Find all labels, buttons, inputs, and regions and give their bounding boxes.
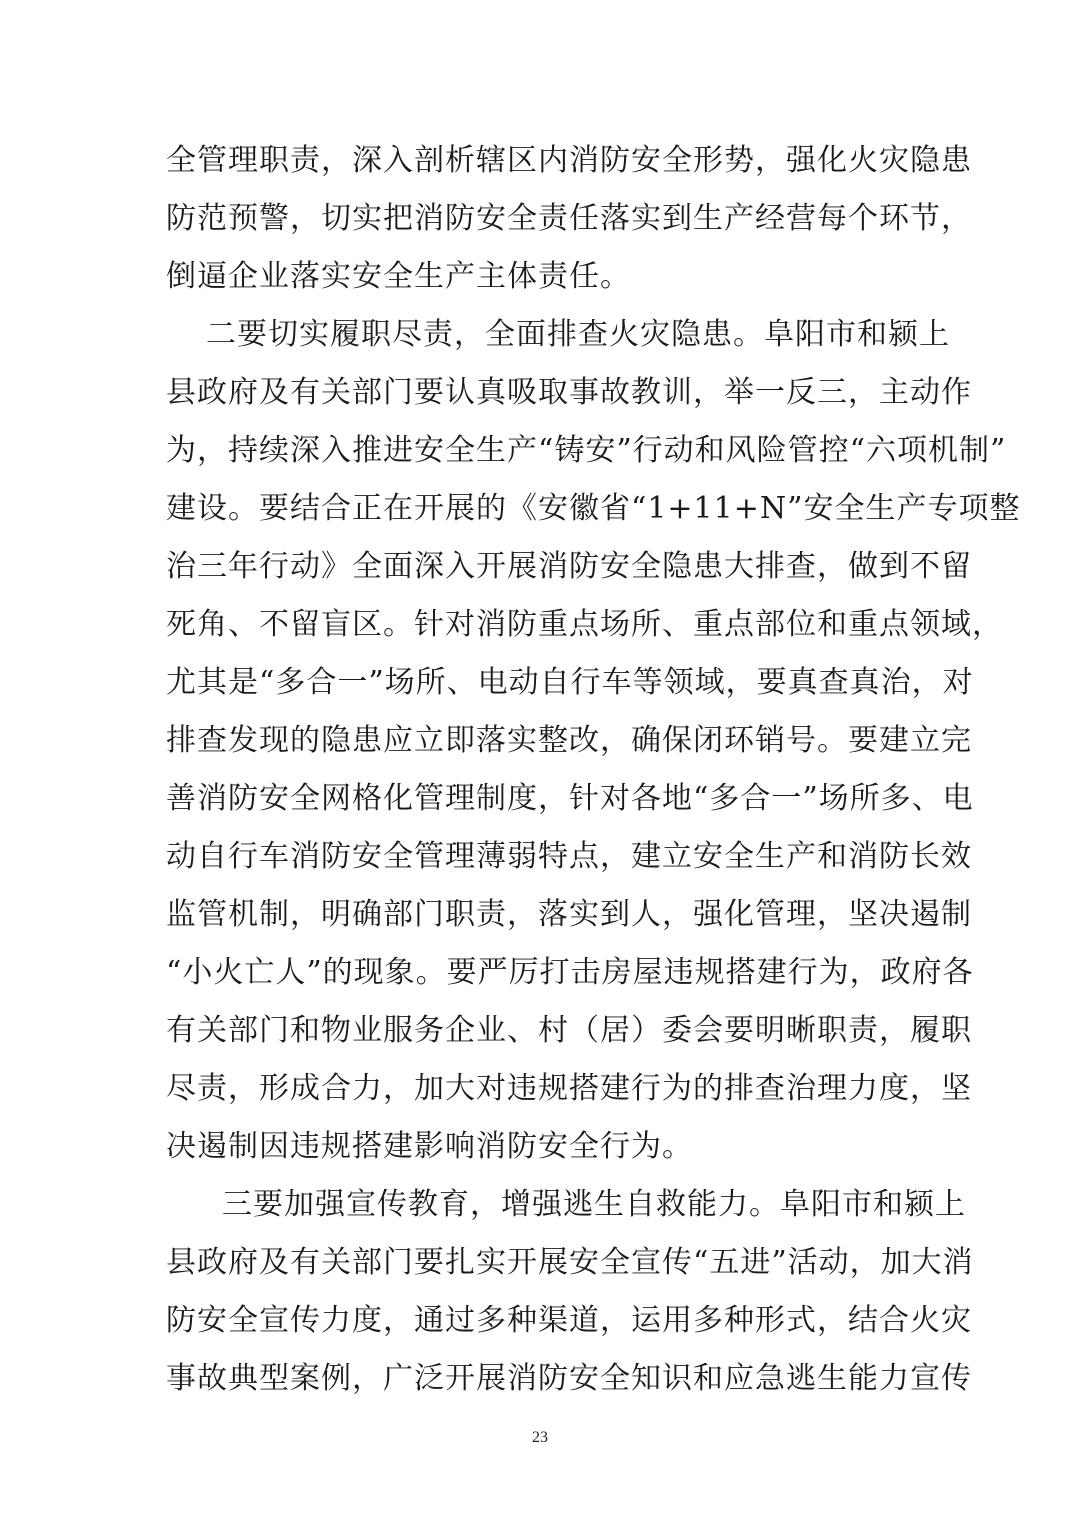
paragraph-heading-line: 二要切实履职尽责，全面排查火灾隐患。阜阳市和颍上 <box>206 317 950 352</box>
text-line: 防范预警，切实把消防安全责任落实到生产经营每个环节， <box>166 201 972 236</box>
text-line: 排查发现的隐患应立即落实整改，确保闭环销号。要建立完 <box>166 723 972 758</box>
text-line: 善消防安全网格化管理制度，针对各地“多合一”场所多、电 <box>166 781 974 816</box>
text-line: 有关部门和物业服务企业、村（居）委会要明晰职责，履职 <box>166 1013 972 1048</box>
text-line: 动自行车消防安全管理薄弱特点，建立安全生产和消防长效 <box>166 839 972 874</box>
text-line: 建设。要结合正在开展的《安徽省“1+11+N”安全生产专项整 <box>166 491 1021 526</box>
text-line: 尤其是“多合一”场所、电动自行车等领域，要真查真治，对 <box>166 665 974 700</box>
text-line: 倒逼企业落实安全生产主体责任。 <box>166 259 631 294</box>
text-line: 防安全宣传力度，通过多种渠道，运用多种形式，结合火灾 <box>166 1303 972 1338</box>
text-line: 治三年行动》全面深入开展消防安全隐患大排查，做到不留 <box>166 549 972 584</box>
text-line: 全管理职责，深入剖析辖区内消防安全形势，强化火灾隐患 <box>166 143 972 178</box>
text-line: 为，持续深入推进安全生产“铸安”行动和风险管控“六项机制” <box>166 433 1007 468</box>
paragraph-heading-line: 三要加强宣传教育，增强逃生自救能力。阜阳市和颍上 <box>222 1187 966 1222</box>
text-line: “小火亡人”的现象。要严厉打击房屋违规搭建行为，政府各 <box>166 955 974 990</box>
text-line: 县政府及有关部门要认真吸取事故教训，举一反三，主动作 <box>166 375 972 410</box>
text-line: 死角、不留盲区。针对消防重点场所、重点部位和重点领域， <box>166 607 1003 642</box>
text-line: 事故典型案例，广泛开展消防安全知识和应急逃生能力宣传 <box>166 1361 972 1396</box>
text-line: 决遏制因违规搭建影响消防安全行为。 <box>166 1129 693 1164</box>
text-line: 监管机制，明确部门职责，落实到人，强化管理，坚决遏制 <box>166 897 972 932</box>
text-line: 县政府及有关部门要扎实开展安全宣传“五进”活动，加大消 <box>166 1245 974 1280</box>
page-number: 23 <box>532 1429 548 1446</box>
text-line: 尽责，形成合力，加大对违规搭建行为的排查治理力度，坚 <box>166 1071 972 1106</box>
